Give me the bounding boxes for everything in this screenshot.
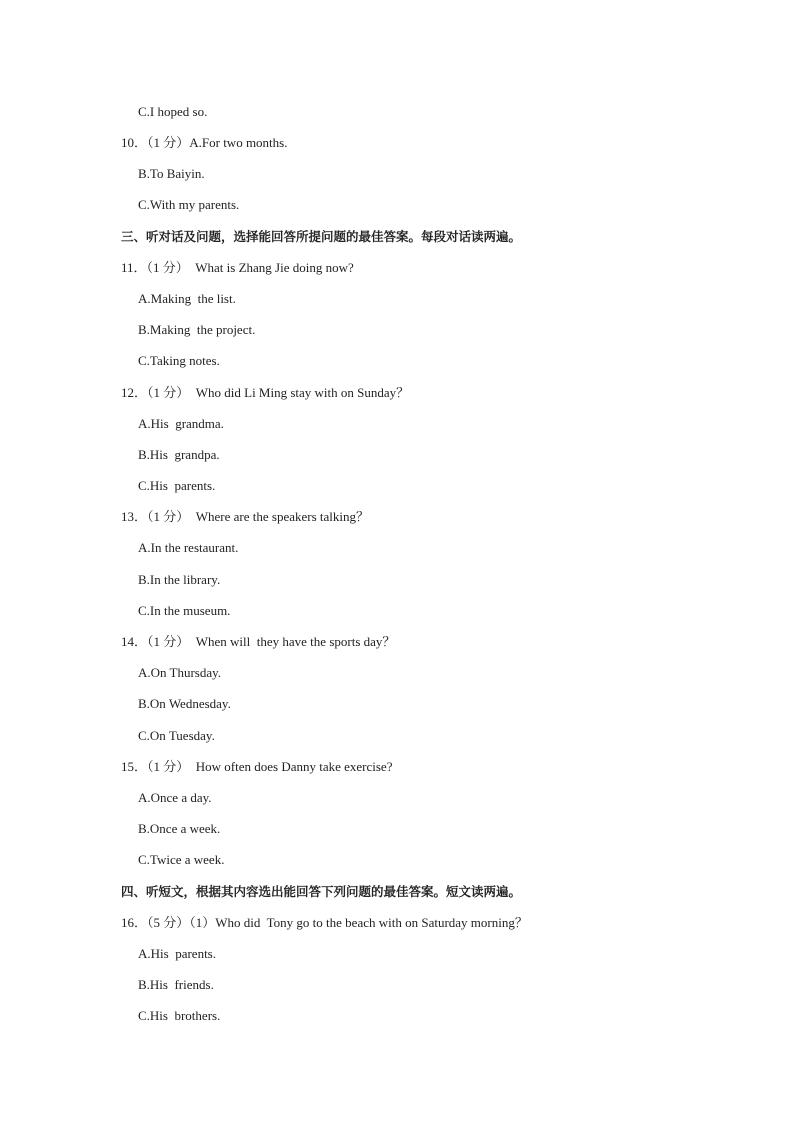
question-16: 16．（5 分）（1）Who did Tony go to the beach with on Saturday morning？ [121, 915, 528, 930]
option-16b: B.His friends. [138, 977, 214, 992]
option-15b: B.Once a week. [138, 821, 221, 836]
question-12: 12．（1 分） Who did Li Ming stay with on Sunday？ [121, 385, 410, 400]
option-10c: C.With my parents. [138, 197, 240, 212]
option-12c: C.His parents. [138, 478, 216, 493]
option-9c: C.I hoped so. [138, 104, 208, 119]
option-15c: C.Twice a week. [138, 852, 225, 867]
option-13a: A.In the restaurant. [138, 540, 239, 555]
option-16a: A.His parents. [138, 946, 216, 961]
question-14: 14．（1 分） When will they have the sports day？ [121, 634, 396, 649]
option-12a: A.His grandma. [138, 416, 224, 431]
option-14b: B.On Wednesday. [138, 696, 231, 711]
option-16c: C.His brothers. [138, 1008, 221, 1023]
section-heading-4: 四、听短文，根据其内容选出能回答下列问题的最佳答案。短文读两遍。 [121, 884, 522, 899]
section-heading-3: 三、听对话及问题，选择能回答所提问题的最佳答案。每段对话读两遍。 [121, 229, 522, 244]
option-14a: A.On Thursday. [138, 665, 222, 680]
question-13: 13．（1 分） Where are the speakers talking？ [121, 509, 370, 524]
question-11: 11．（1 分） What is Zhang Jie doing now? [121, 260, 354, 275]
option-10b: B.To Baiyin. [138, 166, 205, 181]
question-15: 15．（1 分） How often does Danny take exercise? [121, 759, 393, 774]
option-13c: C.In the museum. [138, 603, 231, 618]
option-11b: B.Making the project. [138, 322, 256, 337]
question-10: 10．（1 分）A.For two months. [121, 135, 288, 150]
option-13b: B.In the library. [138, 572, 221, 587]
option-12b: B.His grandpa. [138, 447, 220, 462]
option-11a: A.Making the list. [138, 291, 236, 306]
option-14c: C.On Tuesday. [138, 728, 215, 743]
option-15a: A.Once a day. [138, 790, 212, 805]
option-11c: C.Taking notes. [138, 353, 220, 368]
